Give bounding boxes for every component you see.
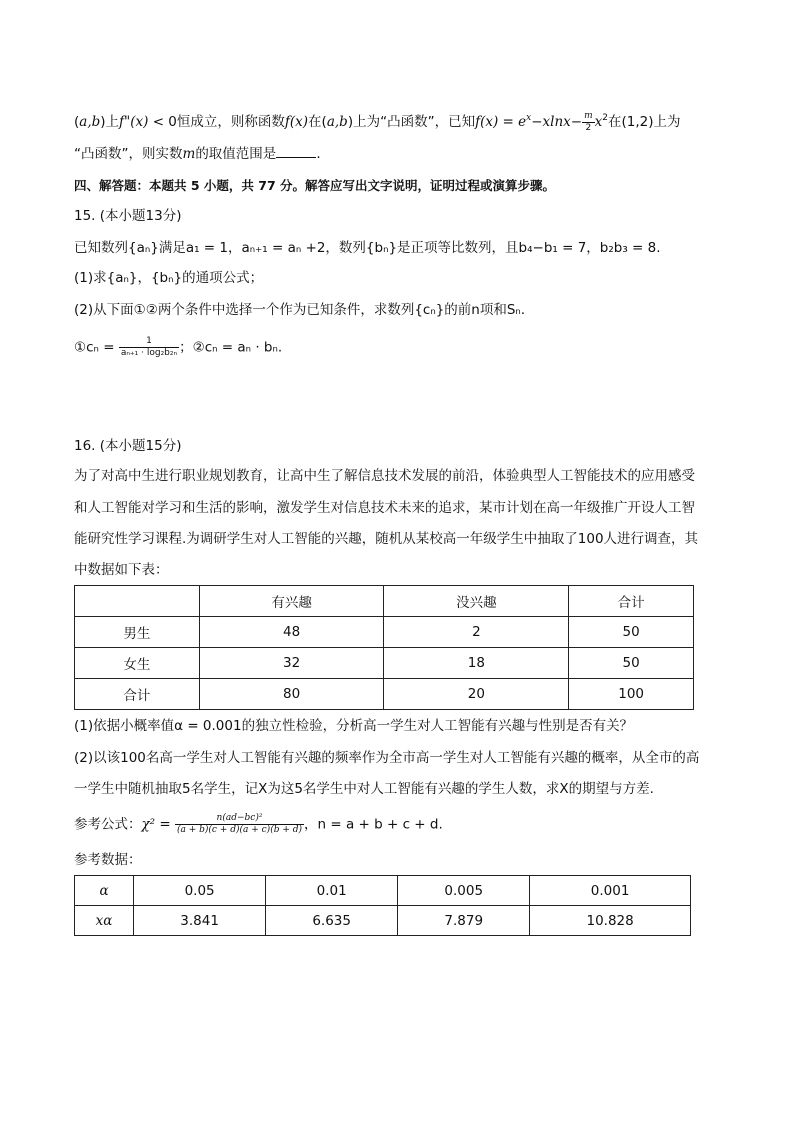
table-row — [75, 906, 691, 936]
q15-title: 15. (本小题13分) — [74, 208, 182, 224]
table-cell: 50 — [569, 648, 694, 679]
table-cell: xα — [75, 906, 134, 936]
answer-blank — [276, 145, 316, 158]
problem14-line2: “凸函数”，则实数m的取值范围是 . — [74, 146, 321, 162]
table-cell: 50 — [569, 617, 694, 648]
q15-line2: (1)求{aₙ}，{bₙ}的通项公式； — [74, 270, 264, 286]
table-row — [75, 648, 694, 679]
table-cell: 0.01 — [266, 876, 398, 906]
table-row — [75, 617, 694, 648]
table-cell: 合计 — [75, 679, 200, 710]
table-header-cell: 有兴趣 — [199, 586, 384, 617]
table-cell: 0.05 — [134, 876, 266, 906]
table-header-cell: 没兴趣 — [384, 586, 569, 617]
q16-title: 16. (本小题15分) — [74, 438, 182, 454]
section4-header: 四、解答题：本题共 5 小题，共 77 分。解答应写出文字说明，证明过程或演算步骤。 — [74, 178, 556, 193]
table-cell: 7.879 — [398, 906, 530, 936]
table-cell: α — [75, 876, 134, 906]
table-cell: 10.828 — [530, 906, 691, 936]
table-cell: 80 — [199, 679, 384, 710]
table-row — [75, 679, 694, 710]
q16-ref-label: 参考数据： — [74, 852, 142, 868]
q16-para1: 为了对高中生进行职业规划教育，让高中生了解信息技术发展的前沿，体验典型人工智能技术的应用感受 — [74, 468, 695, 484]
table-header-row — [75, 586, 694, 617]
table-row — [75, 876, 691, 906]
q16-ask2-a: (2)以该100名高一学生对人工智能有兴趣的频率作为全市高一学生对人工智能有兴趣的概率，从全市的高 — [74, 750, 700, 766]
q15-line3: (2)从下面①②两个条件中选择一个作为已知条件，求数列{cₙ}的前n项和Sₙ. — [74, 302, 526, 318]
table-cell: 3.841 — [134, 906, 266, 936]
table-cell: 48 — [199, 617, 384, 648]
table-cell: 女生 — [75, 648, 200, 679]
q16-para4: 中数据如下表： — [74, 562, 169, 578]
reference-table — [74, 875, 691, 936]
table-cell: 男生 — [75, 617, 200, 648]
table-cell: 2 — [384, 617, 569, 648]
q15-conditions: ①cₙ = $\frac{1}{\text{aₙ₊₁ · log₂b₂ₙ}}$ ；②cₙ = aₙ · bₙ. — [74, 336, 283, 358]
q15-line1: 已知数列{aₙ}满足a₁ = 1，aₙ₊₁ = aₙ +2，数列{bₙ}是正项等比数列，且b₄−b₁ = 7，b₂b₃ = 8. — [74, 240, 661, 256]
table-header-cell: 合计 — [569, 586, 694, 617]
table-cell: 100 — [569, 679, 694, 710]
table-cell: 32 — [199, 648, 384, 679]
table-cell: 6.635 — [266, 906, 398, 936]
table-header-cell — [75, 586, 200, 617]
table-cell: 0.005 — [398, 876, 530, 906]
table-cell: 0.001 — [530, 876, 691, 906]
table-cell: 18 — [384, 648, 569, 679]
survey-table — [74, 585, 694, 710]
q16-ask2-b: 一学生中随机抽取5名学生，记X为这5名学生中对人工智能有兴趣的学生人数，求X的期望与方差. — [74, 781, 654, 797]
problem14-line1: (a,b)上f"(x) < 0恒成立，则称函数f(x)在(a,b)上为“凸函数”，已知$f(x) = e^x-xlnx-$ $\frac{m}{2}$ $x^2$在(1,2)上为 — [74, 110, 681, 133]
q16-formula: 参考公式：χ² = $\frac{\text{n(ad−bc)²}}{(a + b)(c + d)(a + c)(b + d)}$ ，n = a + b + c + d. — [74, 813, 443, 835]
q16-ask1: (1)依据小概率值α = 0.001的独立性检验，分析高一学生对人工智能有兴趣与性别是否有关？ — [74, 718, 634, 734]
table-cell: 20 — [384, 679, 569, 710]
q16-para2: 和人工智能对学习和生活的影响，激发学生对信息技术未来的追求，某市计划在高一年级推广开设人工智 — [74, 500, 695, 516]
q16-para3: 能研究性学习课程.为调研学生对人工智能的兴趣，随机从某校高一年级学生中抽取了100人进行调查，其 — [74, 531, 699, 547]
